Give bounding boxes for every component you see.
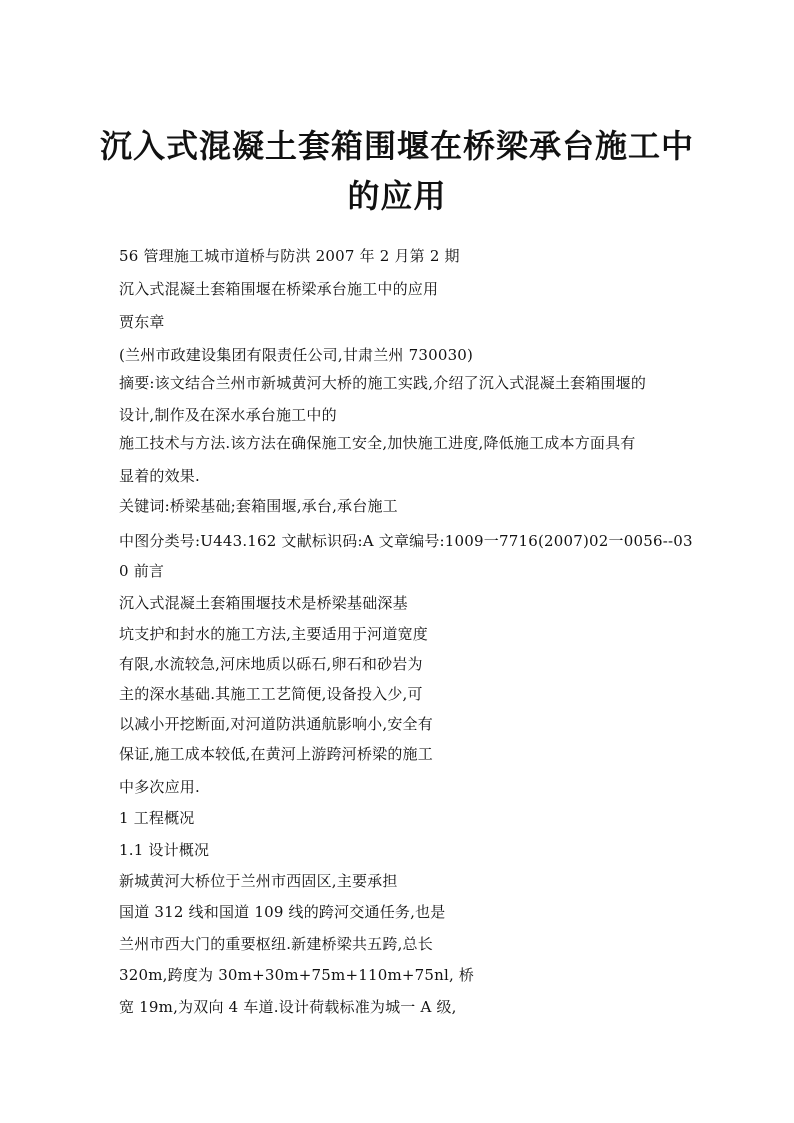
section-intro-heading-line: 0 前言 (119, 562, 165, 580)
section-1-1-heading: 1.1 设计概况 (119, 841, 210, 859)
paragraph-line-3: 有限,水流较急,河床地质以砾石,卵石和砂岩为 (119, 655, 423, 673)
keywords-line: 关键词:桥梁基础;套箱围堰,承台,承台施工 (119, 497, 398, 515)
abstract-line-2: 设计,制作及在深水承台施工中的 (119, 406, 337, 424)
paragraph-line-9: 国道 312 线和国道 109 线的跨河交通任务,也是 (119, 903, 446, 921)
document-title-line-1: 沉入式混凝土套箱围堰在桥梁承台施工中 (99, 127, 694, 165)
paragraph-line-2: 坑支护和封水的施工方法,主要适用于河道宽度 (119, 625, 428, 643)
paragraph-line-4: 主的深水基础.其施工工艺简便,设备投入少,可 (119, 685, 423, 703)
affiliation-line: (兰州市政建设集团有限责任公司,甘肃兰州 730030) (119, 346, 474, 364)
paragraph-line-11: 320m,跨度为 30m+30m+75m+110m+75nl, 桥 (119, 966, 475, 984)
abstract-line-4: 显着的效果. (119, 467, 200, 485)
article-title-line: 沉入式混凝土套箱围堰在桥梁承台施工中的应用 (119, 280, 439, 298)
paragraph-line-12: 宽 19m,为双向 4 车道.设计荷载标准为城一 A 级, (119, 998, 457, 1016)
section-1-heading: 1 工程概况 (119, 809, 195, 827)
paragraph-line-7: 中多次应用. (119, 778, 200, 796)
author-line: 贾东章 (119, 313, 165, 331)
paragraph-line-10: 兰州市西大门的重要枢纽.新建桥梁共五跨,总长 (119, 935, 433, 953)
document-title-line-2: 的应用 (347, 177, 447, 215)
paragraph-line-6: 保证,施工成本较低,在黄河上游跨河桥梁的施工 (119, 745, 433, 763)
journal-header-line: 56 管理施工城市道桥与防洪 2007 年 2 月第 2 期 (119, 247, 460, 265)
paragraph-line-5: 以减小开挖断面,对河道防洪通航影响小,安全有 (119, 715, 433, 733)
abstract-line-3: 施工技术与方法.该方法在确保施工安全,加快施工进度,降低施工成本方面具有 (119, 434, 636, 452)
paragraph-line-1: 沉入式混凝土套箱围堰技术是桥梁基础深基 (119, 594, 408, 612)
abstract-line-1: 摘要:该文结合兰州市新城黄河大桥的施工实践,介绍了沉入式混凝土套箱围堰的 (119, 374, 647, 392)
paragraph-line-8: 新城黄河大桥位于兰州市西固区,主要承担 (119, 872, 398, 890)
classification-line: 中图分类号:U443.162 文献标识码:A 文章编号:1009一7716(2007)02一0056--03 (119, 532, 693, 550)
